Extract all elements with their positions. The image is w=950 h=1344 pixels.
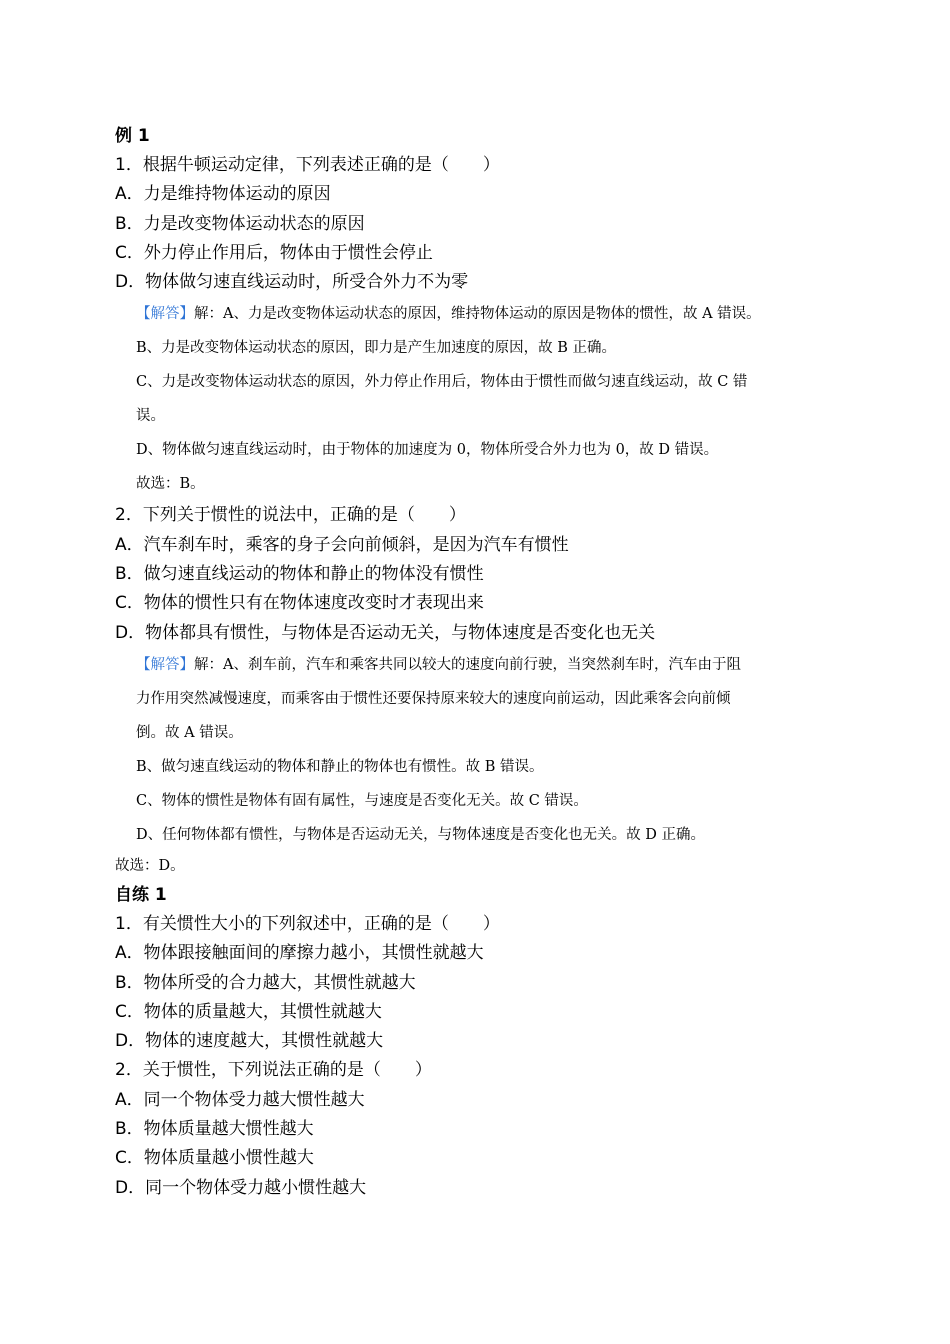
option-a: A．力是维持物体运动的原因 xyxy=(115,184,331,205)
answer-text: 解：A、力是改变物体运动状态的原因，维持物体运动的原因是物体的惯性，故 A 错误。 xyxy=(194,306,761,323)
answer-tag: 【解答】 xyxy=(136,656,194,673)
answer-line: B、做匀速直线运动的物体和静止的物体也有惯性。故 B 错误。 xyxy=(136,758,544,775)
answer-line: D、任何物体都有惯性，与物体是否运动无关，与物体速度是否变化也无关。故 D 正确。 xyxy=(136,826,705,843)
option-a: A．物体跟接触面间的摩擦力越小，其惯性就越大 xyxy=(115,943,484,964)
section-heading-practice: 自练 1 xyxy=(115,884,167,905)
answer-line: 故选：B。 xyxy=(136,476,205,493)
answer-line: 误。 xyxy=(136,408,165,425)
final-answer: 故选：D。 xyxy=(115,857,185,874)
answer-text: 解：A、刹车前，汽车和乘客共同以较大的速度向前行驶，当突然刹车时，汽车由于阻 xyxy=(194,656,741,673)
option-b: B．物体所受的合力越大，其惯性就越大 xyxy=(115,972,416,993)
option-a: A．同一个物体受力越大惯性越大 xyxy=(115,1089,365,1110)
option-c: C．外力停止作用后，物体由于惯性会停止 xyxy=(115,242,433,263)
answer-line: C、力是改变物体运动状态的原因，外力停止作用后，物体由于惯性而做匀速直线运动，故 C 错 xyxy=(136,374,748,391)
answer-line: C、物体的惯性是物体有固有属性，与速度是否变化无关。故 C 错误。 xyxy=(136,792,588,809)
answer-line xyxy=(115,648,855,682)
option-d: D．物体都具有惯性，与物体是否运动无关，与物体速度是否变化也无关 xyxy=(115,622,656,643)
option-b: B．物体质量越大惯性越大 xyxy=(115,1119,314,1140)
question-stem: 1．根据牛顿运动定律，下列表述正确的是（ ） xyxy=(115,155,500,175)
option-d: D．同一个物体受力越小惯性越大 xyxy=(115,1177,367,1198)
answer-line: B、力是改变物体运动状态的原因，即力是产生加速度的原因，故 B 正确。 xyxy=(136,340,617,357)
question-stem: 2．下列关于惯性的说法中，正确的是（ ） xyxy=(115,505,466,526)
option-d: D．物体做匀速直线运动时，所受合外力不为零 xyxy=(115,272,469,293)
option-c: C．物体质量越小惯性越大 xyxy=(115,1148,314,1169)
option-c: C．物体的质量越大，其惯性就越大 xyxy=(115,1001,382,1022)
answer-line: 倒。故 A 错误。 xyxy=(136,724,243,741)
option-b: B．力是改变物体运动状态的原因 xyxy=(115,213,365,234)
document-content xyxy=(115,122,855,1203)
answer-line xyxy=(115,297,855,331)
section-heading-example: 例 1 xyxy=(115,126,150,146)
answer-tag: 【解答】 xyxy=(136,306,194,323)
question-stem: 1．有关惯性大小的下列叙述中，正确的是（ ） xyxy=(115,913,500,934)
option-a: A．汽车刹车时，乘客的身子会向前倾斜，是因为汽车有惯性 xyxy=(115,534,569,555)
answer-line: D、物体做匀速直线运动时，由于物体的加速度为 0，物体所受合外力也为 0，故 D 错误。 xyxy=(136,442,719,459)
option-c: C．物体的惯性只有在物体速度改变时才表现出来 xyxy=(115,593,484,614)
option-b: B．做匀速直线运动的物体和静止的物体没有惯性 xyxy=(115,564,484,585)
answer-line: 力作用突然减慢速度，而乘客由于惯性还要保持原来较大的速度向前运动，因此乘客会向前倾 xyxy=(136,690,731,707)
question-stem: 2．关于惯性，下列说法正确的是（ ） xyxy=(115,1060,432,1081)
option-d: D．物体的速度越大，其惯性就越大 xyxy=(115,1031,384,1052)
